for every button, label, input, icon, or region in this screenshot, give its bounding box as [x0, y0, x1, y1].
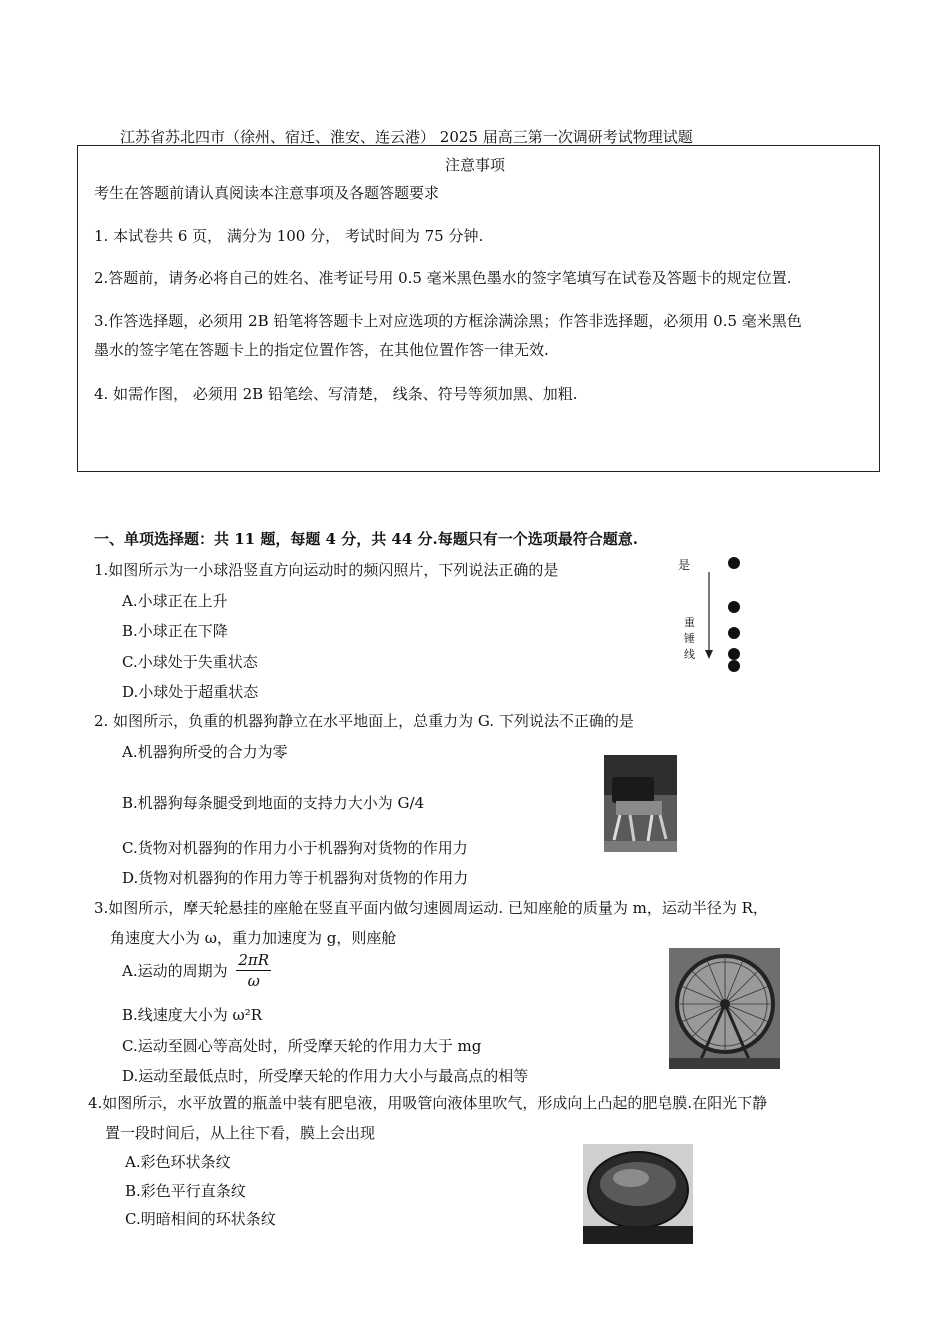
- notice-intro: 考生在答题前请认真阅读本注意事项及各题答题要求: [94, 184, 440, 202]
- q1-figure: [670, 550, 760, 680]
- q3-option-d: D.运动至最低点时，所受摩天轮的作用力大小与最高点的相等: [122, 1067, 529, 1085]
- q1-plumb-line-drawing: [670, 550, 760, 680]
- q1-stem: 1.如图所示为一小球沿竖直方向运动时的频闪照片，下列说法正确的是: [94, 561, 559, 579]
- q4-stem-line-1: 4.如图所示，水平放置的瓶盖中装有肥皂液，用吸管向液体里吹气，形成向上凸起的肥皂膜.在阳光下静: [88, 1094, 768, 1112]
- q3-stem-line-1: 3.如图所示，摩天轮悬挂的座舱在竖直平面内做匀速圆周运动. 已知座舱的质量为 m，运动半径为 R，: [94, 899, 768, 917]
- section-heading: 一、单项选择题：共 11 题，每题 4 分，共 44 分.每题只有一个选项最符合题意.: [94, 530, 638, 548]
- q4-option-c: C.明暗相间的环状条纹: [125, 1210, 276, 1228]
- notice-item-4: 4. 如需作图， 必须用 2B 铅笔绘、写清楚， 线条、符号等须加黑、加粗.: [94, 385, 578, 403]
- ball-position-4: [728, 648, 740, 660]
- notice-item-1: 1. 本试卷共 6 页， 满分为 100 分， 考试时间为 75 分钟.: [94, 227, 484, 245]
- q2-option-c: C.货物对机器狗的作用力小于机器狗对货物的作用力: [122, 839, 468, 857]
- q2-stem: 2. 如图所示，负重的机器狗静立在水平地面上，总重力为 G. 下列说法不正确的是: [94, 712, 634, 730]
- q4-soap-film-photo: [583, 1144, 693, 1244]
- q3-option-a-label: A.运动的周期为: [122, 962, 228, 980]
- q3-ferris-wheel-photo: [669, 948, 780, 1069]
- q2-option-d: D.货物对机器狗的作用力等于机器狗对货物的作用力: [122, 869, 469, 887]
- q2-robot-dog-photo: [604, 755, 677, 852]
- notice-heading: 注意事项: [445, 156, 506, 174]
- q1-figure-label-1: 重: [684, 616, 695, 629]
- q1-option-d: D.小球处于超重状态: [122, 683, 259, 701]
- notice-item-2: 2.答题前，请务必将自己的姓名、准考证号用 0.5 毫米黑色墨水的签字笔填写在试卷及答题卡的规定位置.: [94, 269, 792, 287]
- q1-option-b: B.小球正在下降: [122, 622, 228, 640]
- q1-option-c: C.小球处于失重状态: [122, 653, 258, 671]
- q1-figure-top-label: 是: [678, 558, 691, 572]
- ball-position-3: [728, 627, 740, 639]
- q2-option-a: A.机器狗所受的合力为零: [122, 743, 288, 761]
- q3-period-fraction: [236, 950, 271, 991]
- soap-film-image: [583, 1144, 693, 1244]
- q3-fraction-numerator: 2πR: [238, 951, 270, 969]
- q3-option-c: C.运动至圆心等高处时，所受摩天轮的作用力大于 mg: [122, 1037, 482, 1055]
- q3-fraction-denominator: ω: [247, 972, 260, 990]
- q1-figure-label-2: 锤: [684, 632, 695, 645]
- ball-position-1: [728, 557, 740, 569]
- q4-stem-line-2: 置一段时间后，从上往下看，膜上会出现: [105, 1124, 376, 1142]
- exam-title: 江苏省苏北四市（徐州、宿迁、淮安、连云港） 2025 届高三第一次调研考试物理试题: [120, 128, 693, 146]
- notice-item-3: 3.作答选择题，必须用 2B 铅笔将答题卡上对应选项的方框涂满涂黑；作答非选择题，必须用 0.5 毫米黑色: [94, 312, 802, 330]
- q3-option-b: B.线速度大小为 ω²R: [122, 1006, 263, 1024]
- ball-position-2: [728, 601, 740, 613]
- q3-stem-line-2: 角速度大小为 ω，重力加速度为 g，则座舱: [110, 929, 397, 947]
- plumb-arrow-icon: [705, 650, 713, 659]
- ferris-wheel-image: [669, 948, 780, 1069]
- q4-option-b: B.彩色平行直条纹: [125, 1182, 246, 1200]
- q4-option-a: A.彩色环状条纹: [125, 1153, 231, 1171]
- q2-option-b: B.机器狗每条腿受到地面的支持力大小为 G/4: [122, 794, 425, 812]
- ball-position-5: [728, 660, 740, 672]
- q1-figure-label-3: 线: [684, 648, 695, 661]
- q1-option-a: A.小球正在上升: [122, 592, 228, 610]
- q3-option-a: [122, 950, 271, 991]
- robot-dog-image: [604, 755, 677, 852]
- notice-item-3-cont: 墨水的签字笔在答题卡上的指定位置作答，在其他位置作答一律无效.: [94, 341, 549, 359]
